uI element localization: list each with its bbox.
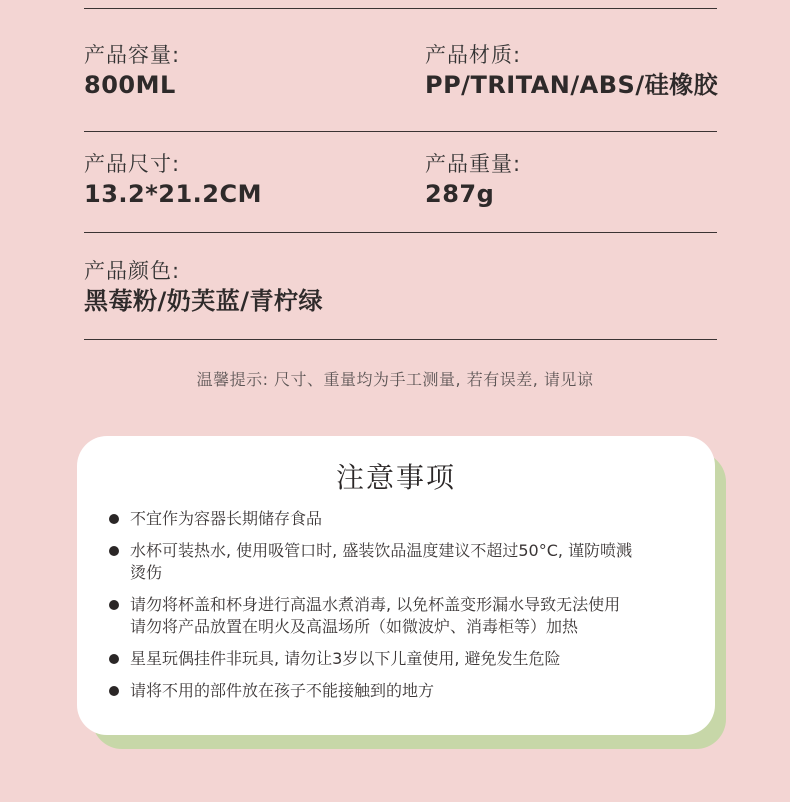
notice-item-line: 烫伤 [130, 563, 163, 582]
notice-item [130, 508, 695, 530]
notice-item-line: 请勿将杯盖和杯身进行高温水煮消毒, 以免杯盖变形漏水导致无法使用 [130, 595, 621, 614]
notice-item [130, 594, 695, 638]
notice-item [130, 680, 695, 702]
spec-size [84, 150, 262, 210]
bullet-icon [109, 686, 119, 696]
spec-size-label: 产品尺寸: [84, 152, 181, 176]
notice-card [77, 436, 715, 735]
bullet-icon [109, 654, 119, 664]
notice-item-line: 星星玩偶挂件非玩具, 请勿让3岁以下儿童使用, 避免发生危险 [130, 649, 561, 668]
notice-item [130, 540, 695, 584]
divider-3 [84, 339, 717, 340]
divider-top [84, 8, 717, 9]
spec-weight-value: 287g [425, 180, 495, 208]
spec-material-value: PP/TRITAN/ABS/硅橡胶 [425, 71, 719, 99]
spec-capacity [84, 41, 180, 101]
spec-weight [425, 150, 521, 210]
spec-material-label: 产品材质: [425, 43, 522, 67]
notice-title: 注意事项 [335, 461, 456, 494]
spec-weight-label: 产品重量: [425, 152, 522, 176]
notice-item-line: 不宜作为容器长期储存食品 [130, 509, 323, 528]
spec-material [425, 41, 718, 101]
divider-2 [84, 232, 717, 233]
notice-item [130, 648, 695, 670]
spec-size-value: 13.2*21.2CM [84, 180, 262, 208]
spec-colors [84, 257, 323, 317]
spec-capacity-value: 800ML [84, 71, 176, 99]
spec-colors-label: 产品颜色: [84, 259, 181, 283]
measurement-tip: 温馨提示: 尺寸、重量均为手工测量, 若有误差, 请见谅 [196, 370, 594, 389]
notice-item-line: 水杯可装热水, 使用吸管口时, 盛装饮品温度建议不超过50°C, 谨防喷溅 [130, 541, 633, 560]
bullet-icon [109, 600, 119, 610]
spec-capacity-label: 产品容量: [84, 43, 181, 67]
notice-item-line: 请勿将产品放置在明火及高温场所（如微波炉、消毒柜等）加热 [130, 617, 579, 636]
divider-1 [84, 131, 717, 132]
notice-item-line: 请将不用的部件放在孩子不能接触到的地方 [130, 681, 435, 700]
spec-colors-value: 黑莓粉/奶芙蓝/青柠绿 [84, 287, 324, 315]
bullet-icon [109, 514, 119, 524]
bullet-icon [109, 546, 119, 556]
